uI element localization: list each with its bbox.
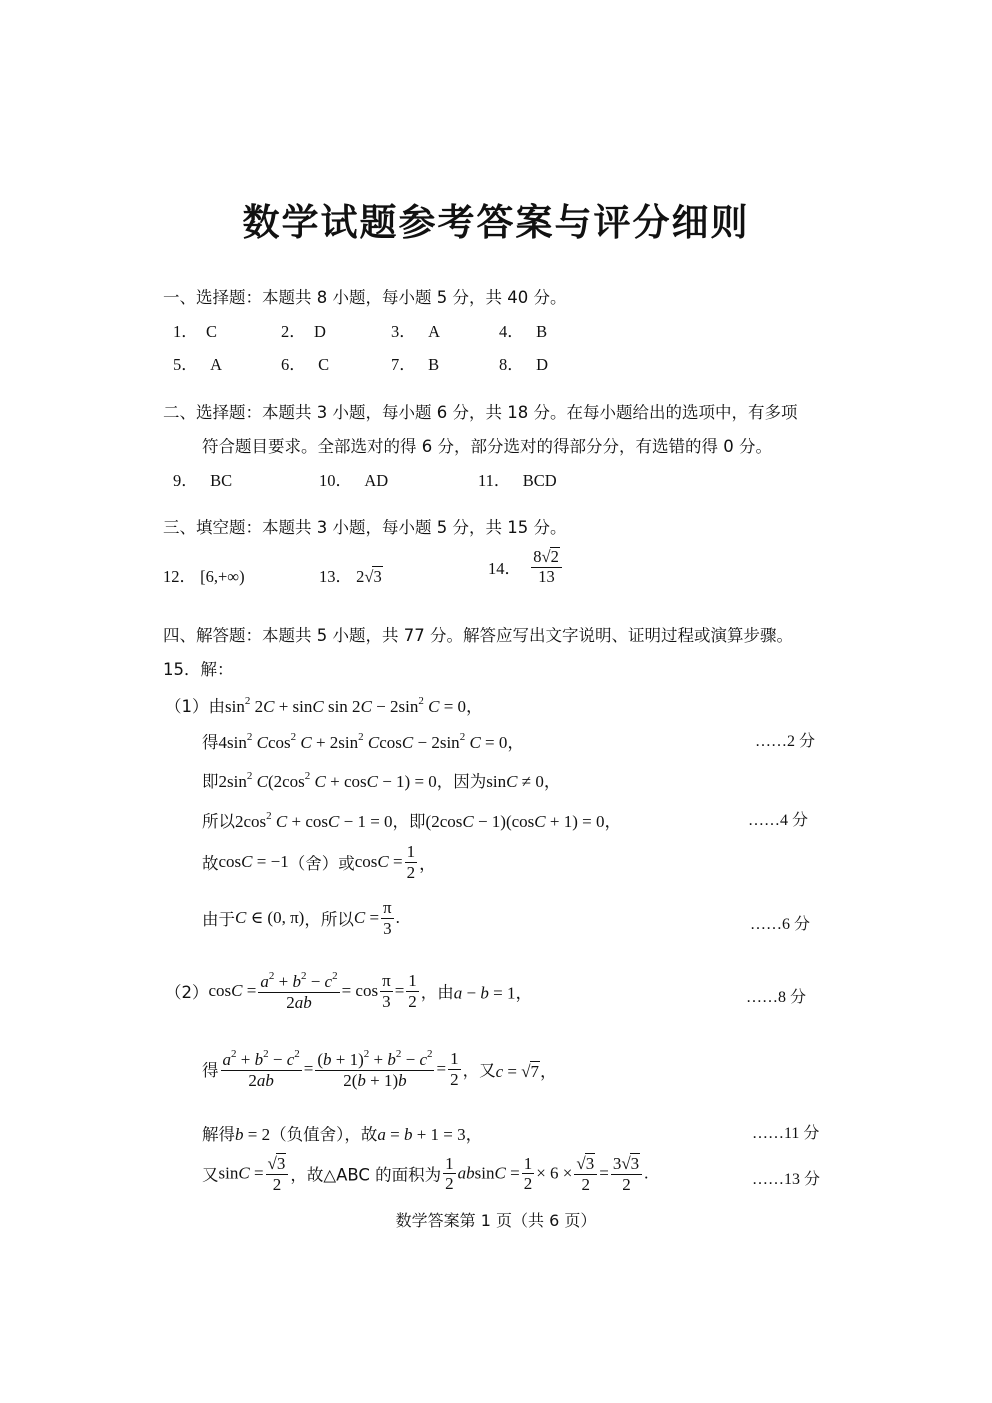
step-10: 又sinC = $\frac{√3}{2}$ ，故△ABC 的面积为 $\frac{1}{2}$ absinC = $\frac{1}{2}$ × 6 × $\frac{√3}{2}$ = $\frac{3√3}{2}$ . (202, 1153, 649, 1194)
step-4: 所以$2\cos^2$ C + cosC − 1 = 0，即(2cosC − 1)(cosC + 1) = 0， (202, 810, 622, 831)
step-9: 解得b = 2（负值舍），故a = b + 1 = 3， (202, 1125, 483, 1144)
section-2-header-line1: 二、选择题：本题共 3 小题，每小题 6 分，共 18 分。在每小题给出的选项中，有多项 (163, 403, 798, 422)
answer-11: 11． BCD (478, 471, 557, 490)
score-4: ……4 分 (748, 812, 809, 829)
page-footer: 数学答案第 1 页（共 6 页） (395, 1211, 597, 1230)
q15-label: 15．解： (163, 660, 234, 679)
step-5: 故cosC = −1（舍）或cosC = $\frac{1}{2}$ ， (202, 842, 437, 882)
step-8: 得 $\frac{a^2 + b^2 - c^2}{2ab}$ = $\frac{(b + 1)^2 + b^2 - c^2}{2(b + 1)b}$ = $\frac{1}{2}$ ，又c = √7， (202, 1048, 558, 1090)
answer-9: 9． BC (173, 471, 233, 490)
score-13: ……13 分 (752, 1171, 821, 1188)
score-11: ……11 分 (752, 1125, 820, 1142)
page-title: 数学试题参考答案与评分细则 (242, 201, 750, 244)
answer-14: 14． $\frac{8√2}{13}$ (488, 547, 564, 587)
answer-6: 6． C (281, 355, 330, 374)
answer-4: 4． B (499, 322, 548, 341)
section-3-header: 三、填空题：本题共 3 小题，每小题 5 分，共 15 分。 (163, 518, 567, 537)
answer-10: 10． AD (319, 471, 389, 490)
answer-1: 1． C (173, 322, 218, 341)
step-7: （2）cosC = $\frac{a^2 + b^2 - c^2}{2ab}$ = cos $\frac{\pi}{3}$ = $\frac{1}{2}$ ，由a − b = 1， (165, 970, 533, 1012)
answer-2: 2． D (281, 322, 326, 341)
section-4-header: 四、解答题：本题共 5 小题，共 77 分。解答应写出文字说明、证明过程或演算步骤。 (163, 626, 793, 645)
section-1-header: 一、选择题：本题共 8 小题，每小题 5 分，共 40 分。 (163, 288, 567, 307)
step-6: 由于C ∈ (0, π)，所以C = $\frac{\pi}{3}$ . (202, 898, 400, 938)
step-3: 即$2\sin^2$ $C(2\cos^2$ C + cosC − 1) = 0，因为sinC ≠ 0， (202, 770, 561, 791)
score-2: ……2 分 (755, 733, 816, 750)
section-2-header-line2: 符合题目要求。全部选对的得 6 分，部分选对的得部分分，有选错的得 0 分。 (202, 437, 772, 456)
score-6: ……6 分 (750, 916, 811, 933)
step-1: （1）由$\sin^2 2C + \sin C$ $\sin 2C - 2\sin^2$ C = 0， (165, 695, 484, 716)
step-2: 得$4\sin^2$ Ccos$^2$ $C + 2\sin^2$ $CcosC - 2\sin^2$ C = 0， (202, 731, 525, 752)
answer-5: 5． A (173, 355, 223, 374)
answer-8: 8． D (499, 355, 549, 374)
answer-3: 3． A (391, 322, 441, 341)
answer-7: 7． B (391, 355, 440, 374)
answer-13: 13． 2√3 (319, 567, 382, 586)
score-8: ……8 分 (746, 989, 807, 1006)
answer-12: 12． [6,+∞) (163, 567, 245, 586)
